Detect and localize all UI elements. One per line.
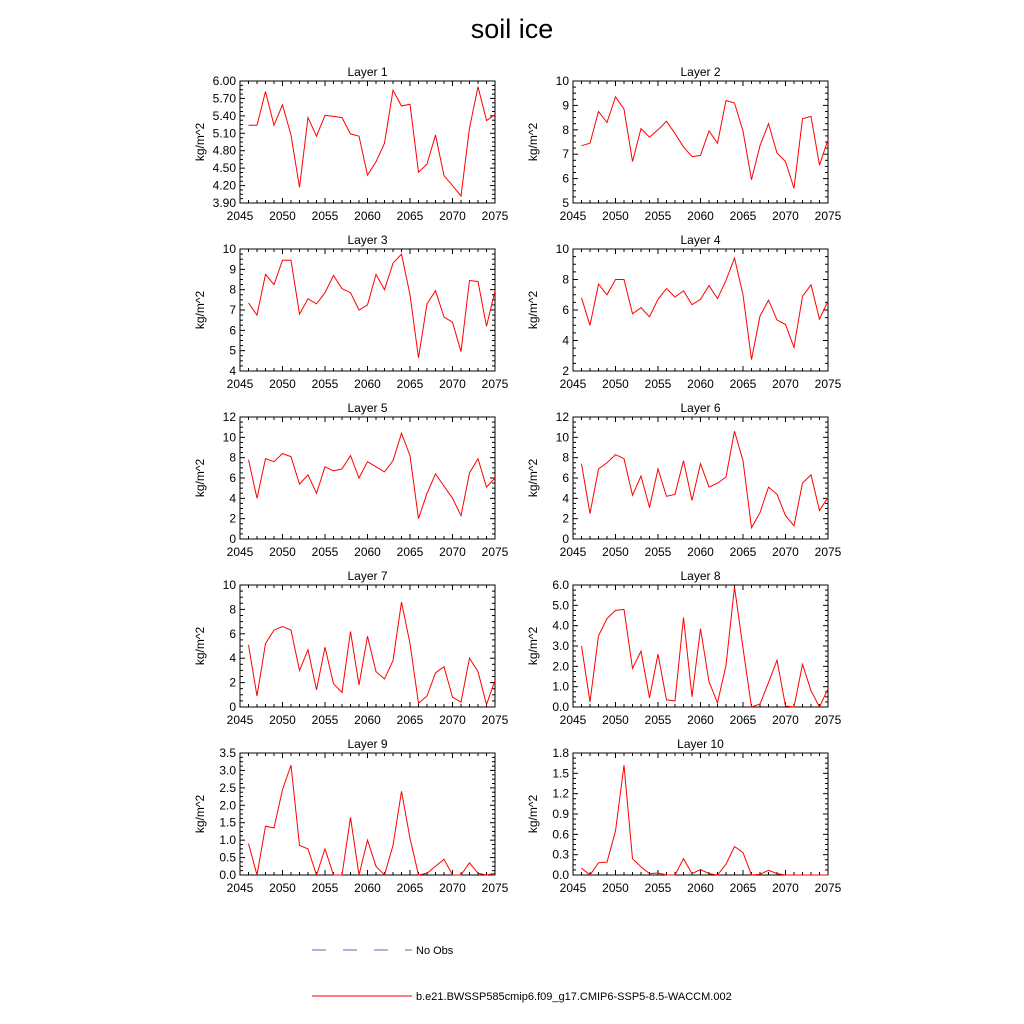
y-tick-label: 2.5 xyxy=(219,780,236,795)
series-line-layer-8 xyxy=(582,587,829,707)
series-line-layer-2 xyxy=(582,97,829,188)
x-tick-label: 2075 xyxy=(814,209,842,223)
x-tick-label: 2045 xyxy=(226,713,254,727)
x-tick-label: 2050 xyxy=(602,545,629,559)
x-tick-label: 2075 xyxy=(481,209,509,223)
y-tick-label: 4.80 xyxy=(212,143,236,158)
y-tick-label: 5 xyxy=(229,343,236,358)
x-tick-label: 2075 xyxy=(481,545,509,559)
x-tick-label: 2055 xyxy=(311,209,339,223)
y-tick-label: 0.9 xyxy=(552,807,569,821)
plot-frame-4 xyxy=(573,249,828,371)
y-tick-label: 3.90 xyxy=(212,196,236,210)
x-tick-label: 2070 xyxy=(439,545,466,559)
x-tick-label: 2055 xyxy=(311,881,339,895)
y-axis-label-9: kg/m^2 xyxy=(193,794,207,834)
x-tick-label: 2075 xyxy=(814,881,842,895)
x-tick-label: 2060 xyxy=(354,377,381,391)
x-tick-label: 2055 xyxy=(311,545,339,559)
x-tick-label: 2060 xyxy=(354,881,381,895)
panel-title-9: Layer 9 xyxy=(347,737,388,751)
x-tick-label: 2045 xyxy=(559,209,587,223)
y-tick-label: 6 xyxy=(562,303,569,317)
x-tick-label: 2045 xyxy=(226,545,254,559)
y-axis-label-7: kg/m^2 xyxy=(193,626,207,666)
panel-title-8: Layer 8 xyxy=(680,569,721,583)
x-tick-label: 2065 xyxy=(729,377,757,391)
plot-frame-10 xyxy=(573,753,828,875)
series-line-layer-9 xyxy=(249,765,496,875)
y-axis-label-3: kg/m^2 xyxy=(193,290,207,330)
y-axis-label-1: kg/m^2 xyxy=(193,122,207,162)
x-tick-label: 2050 xyxy=(269,881,296,895)
y-tick-label: 10 xyxy=(555,74,569,88)
x-tick-label: 2075 xyxy=(481,881,509,895)
panel-title-7: Layer 7 xyxy=(347,569,388,583)
x-tick-label: 2055 xyxy=(644,209,672,223)
y-tick-label: 5.10 xyxy=(212,126,236,141)
panel-title-10: Layer 10 xyxy=(677,737,724,751)
y-tick-label: 3.0 xyxy=(219,763,236,778)
series-line-layer-4 xyxy=(582,258,829,360)
y-tick-label: 0 xyxy=(229,700,236,714)
y-tick-label: 6.00 xyxy=(212,74,236,88)
y-axis-label-5: kg/m^2 xyxy=(193,458,207,498)
y-tick-label: 8 xyxy=(562,272,569,287)
x-tick-label: 2070 xyxy=(772,209,799,223)
x-tick-label: 2060 xyxy=(687,881,714,895)
x-tick-label: 2075 xyxy=(481,377,509,391)
x-tick-label: 2065 xyxy=(396,209,424,223)
series-line-layer-7 xyxy=(249,602,496,705)
y-tick-label: 4.20 xyxy=(212,178,236,193)
y-tick-label: 2 xyxy=(229,511,236,526)
y-tick-label: 1.0 xyxy=(552,679,569,694)
x-tick-label: 2045 xyxy=(559,881,587,895)
x-tick-label: 2065 xyxy=(396,377,424,391)
y-tick-label: 8 xyxy=(562,450,569,465)
x-tick-label: 2065 xyxy=(729,209,757,223)
y-tick-label: 6 xyxy=(562,471,569,485)
panel-title-1: Layer 1 xyxy=(347,65,388,79)
y-tick-label: 5.40 xyxy=(212,108,236,123)
y-tick-label: 4 xyxy=(229,491,236,506)
y-tick-label: 6 xyxy=(229,626,236,641)
series-line-layer-5 xyxy=(249,433,496,518)
y-tick-label: 2 xyxy=(229,675,236,690)
y-tick-label: 10 xyxy=(222,430,236,445)
y-tick-label: 8 xyxy=(229,602,236,617)
y-tick-label: 4.50 xyxy=(212,161,236,176)
y-tick-label: 4.0 xyxy=(552,618,569,633)
x-tick-label: 2045 xyxy=(226,377,254,391)
y-tick-label: 8 xyxy=(562,122,569,137)
x-tick-label: 2055 xyxy=(311,713,339,727)
series-line-layer-3 xyxy=(249,254,496,358)
x-tick-label: 2060 xyxy=(354,545,381,559)
x-tick-label: 2060 xyxy=(354,209,381,223)
y-tick-label: 2 xyxy=(562,364,569,378)
y-axis-label-4: kg/m^2 xyxy=(526,290,540,330)
series-line-layer-1 xyxy=(249,87,496,196)
y-tick-label: 4 xyxy=(229,364,236,378)
plot-frame-9 xyxy=(240,753,495,875)
x-tick-label: 2055 xyxy=(644,881,672,895)
x-tick-label: 2065 xyxy=(729,713,757,727)
y-tick-label: 10 xyxy=(555,242,569,256)
x-tick-label: 2050 xyxy=(602,377,629,391)
x-tick-label: 2055 xyxy=(644,545,672,559)
y-tick-label: 1.5 xyxy=(552,766,569,781)
y-tick-label: 4 xyxy=(229,651,236,666)
y-axis-label-6: kg/m^2 xyxy=(526,458,540,498)
plot-frame-3 xyxy=(240,249,495,371)
series-line-layer-6 xyxy=(582,431,829,528)
x-tick-label: 2045 xyxy=(226,209,254,223)
plot-frame-7 xyxy=(240,585,495,707)
x-tick-label: 2050 xyxy=(269,377,296,391)
plot-frame-2 xyxy=(573,81,828,203)
x-tick-label: 2065 xyxy=(729,881,757,895)
x-tick-label: 2050 xyxy=(602,209,629,223)
x-tick-label: 2050 xyxy=(602,881,629,895)
y-tick-label: 6 xyxy=(229,471,236,485)
panel-title-2: Layer 2 xyxy=(680,65,721,79)
x-tick-label: 2060 xyxy=(687,209,714,223)
y-tick-label: 1.2 xyxy=(552,786,569,801)
y-tick-label: 1.8 xyxy=(552,746,569,760)
y-tick-label: 0.6 xyxy=(552,827,569,842)
y-tick-label: 12 xyxy=(222,410,236,424)
panel-title-5: Layer 5 xyxy=(347,401,388,415)
y-tick-label: 12 xyxy=(555,410,569,424)
x-tick-label: 2050 xyxy=(269,713,296,727)
y-tick-label: 0.0 xyxy=(552,700,569,714)
y-tick-label: 4 xyxy=(562,491,569,506)
y-tick-label: 2 xyxy=(562,511,569,526)
x-tick-label: 2075 xyxy=(814,545,842,559)
x-tick-label: 2045 xyxy=(226,881,254,895)
x-tick-label: 2065 xyxy=(729,545,757,559)
x-tick-label: 2050 xyxy=(269,209,296,223)
x-tick-label: 2075 xyxy=(481,713,509,727)
y-tick-label: 1.5 xyxy=(219,815,236,830)
x-tick-label: 2045 xyxy=(559,713,587,727)
y-tick-label: 5.70 xyxy=(212,91,236,106)
y-tick-label: 0.0 xyxy=(552,868,569,882)
x-tick-label: 2075 xyxy=(814,377,842,391)
x-tick-label: 2050 xyxy=(269,545,296,559)
y-tick-label: 6 xyxy=(229,323,236,338)
y-tick-label: 8 xyxy=(229,282,236,297)
plot-frame-8 xyxy=(573,585,828,707)
x-tick-label: 2055 xyxy=(644,713,672,727)
x-tick-label: 2065 xyxy=(396,545,424,559)
panel-title-6: Layer 6 xyxy=(680,401,721,415)
y-tick-label: 0 xyxy=(229,532,236,546)
y-tick-label: 6 xyxy=(562,171,569,186)
y-tick-label: 10 xyxy=(222,578,236,592)
x-tick-label: 2070 xyxy=(772,713,799,727)
y-tick-label: 1.0 xyxy=(219,833,236,848)
x-tick-label: 2055 xyxy=(311,377,339,391)
y-tick-label: 9 xyxy=(562,98,569,113)
legend-label-model-run: b.e21.BWSSP585cmip6.f09_g17.CMIP6-SSP5-8.5-WACCM.002 xyxy=(416,991,732,1003)
y-tick-label: 9 xyxy=(229,262,236,277)
x-tick-label: 2070 xyxy=(439,377,466,391)
x-tick-label: 2060 xyxy=(687,545,714,559)
plot-frame-5 xyxy=(240,417,495,539)
y-tick-label: 2.0 xyxy=(552,659,569,674)
y-tick-label: 0.3 xyxy=(552,847,569,862)
y-tick-label: 10 xyxy=(555,430,569,445)
y-tick-label: 3.0 xyxy=(552,639,569,653)
page-title: soil ice xyxy=(470,14,554,44)
x-tick-label: 2060 xyxy=(687,713,714,727)
y-tick-label: 0.0 xyxy=(219,868,236,882)
y-tick-label: 5.0 xyxy=(552,598,569,613)
y-axis-label-2: kg/m^2 xyxy=(526,122,540,162)
x-tick-label: 2045 xyxy=(559,377,587,391)
legend-label-no-obs: No Obs xyxy=(416,945,454,957)
y-tick-label: 7 xyxy=(229,303,236,317)
panel-title-4: Layer 4 xyxy=(680,233,721,247)
y-tick-label: 5 xyxy=(562,196,569,210)
y-tick-label: 10 xyxy=(222,242,236,256)
y-tick-label: 0 xyxy=(562,532,569,546)
y-tick-label: 4 xyxy=(562,333,569,348)
x-tick-label: 2065 xyxy=(396,713,424,727)
x-tick-label: 2075 xyxy=(814,713,842,727)
y-tick-label: 2.0 xyxy=(219,798,236,813)
y-tick-label: 0.5 xyxy=(219,850,236,865)
y-axis-label-10: kg/m^2 xyxy=(526,794,540,834)
x-tick-label: 2065 xyxy=(396,881,424,895)
x-tick-label: 2070 xyxy=(439,209,466,223)
x-tick-label: 2050 xyxy=(602,713,629,727)
series-line-layer-10 xyxy=(582,765,829,875)
x-tick-label: 2060 xyxy=(354,713,381,727)
x-tick-label: 2070 xyxy=(439,881,466,895)
y-axis-label-8: kg/m^2 xyxy=(526,626,540,666)
plot-frame-1 xyxy=(240,81,495,203)
x-tick-label: 2070 xyxy=(439,713,466,727)
y-tick-label: 6.0 xyxy=(552,578,569,592)
x-tick-label: 2070 xyxy=(772,881,799,895)
panel-title-3: Layer 3 xyxy=(347,233,388,247)
x-tick-label: 2070 xyxy=(772,377,799,391)
x-tick-label: 2070 xyxy=(772,545,799,559)
x-tick-label: 2055 xyxy=(644,377,672,391)
x-tick-label: 2060 xyxy=(687,377,714,391)
x-tick-label: 2045 xyxy=(559,545,587,559)
y-tick-label: 8 xyxy=(229,450,236,465)
y-tick-label: 7 xyxy=(562,147,569,162)
y-tick-label: 3.5 xyxy=(219,746,236,760)
